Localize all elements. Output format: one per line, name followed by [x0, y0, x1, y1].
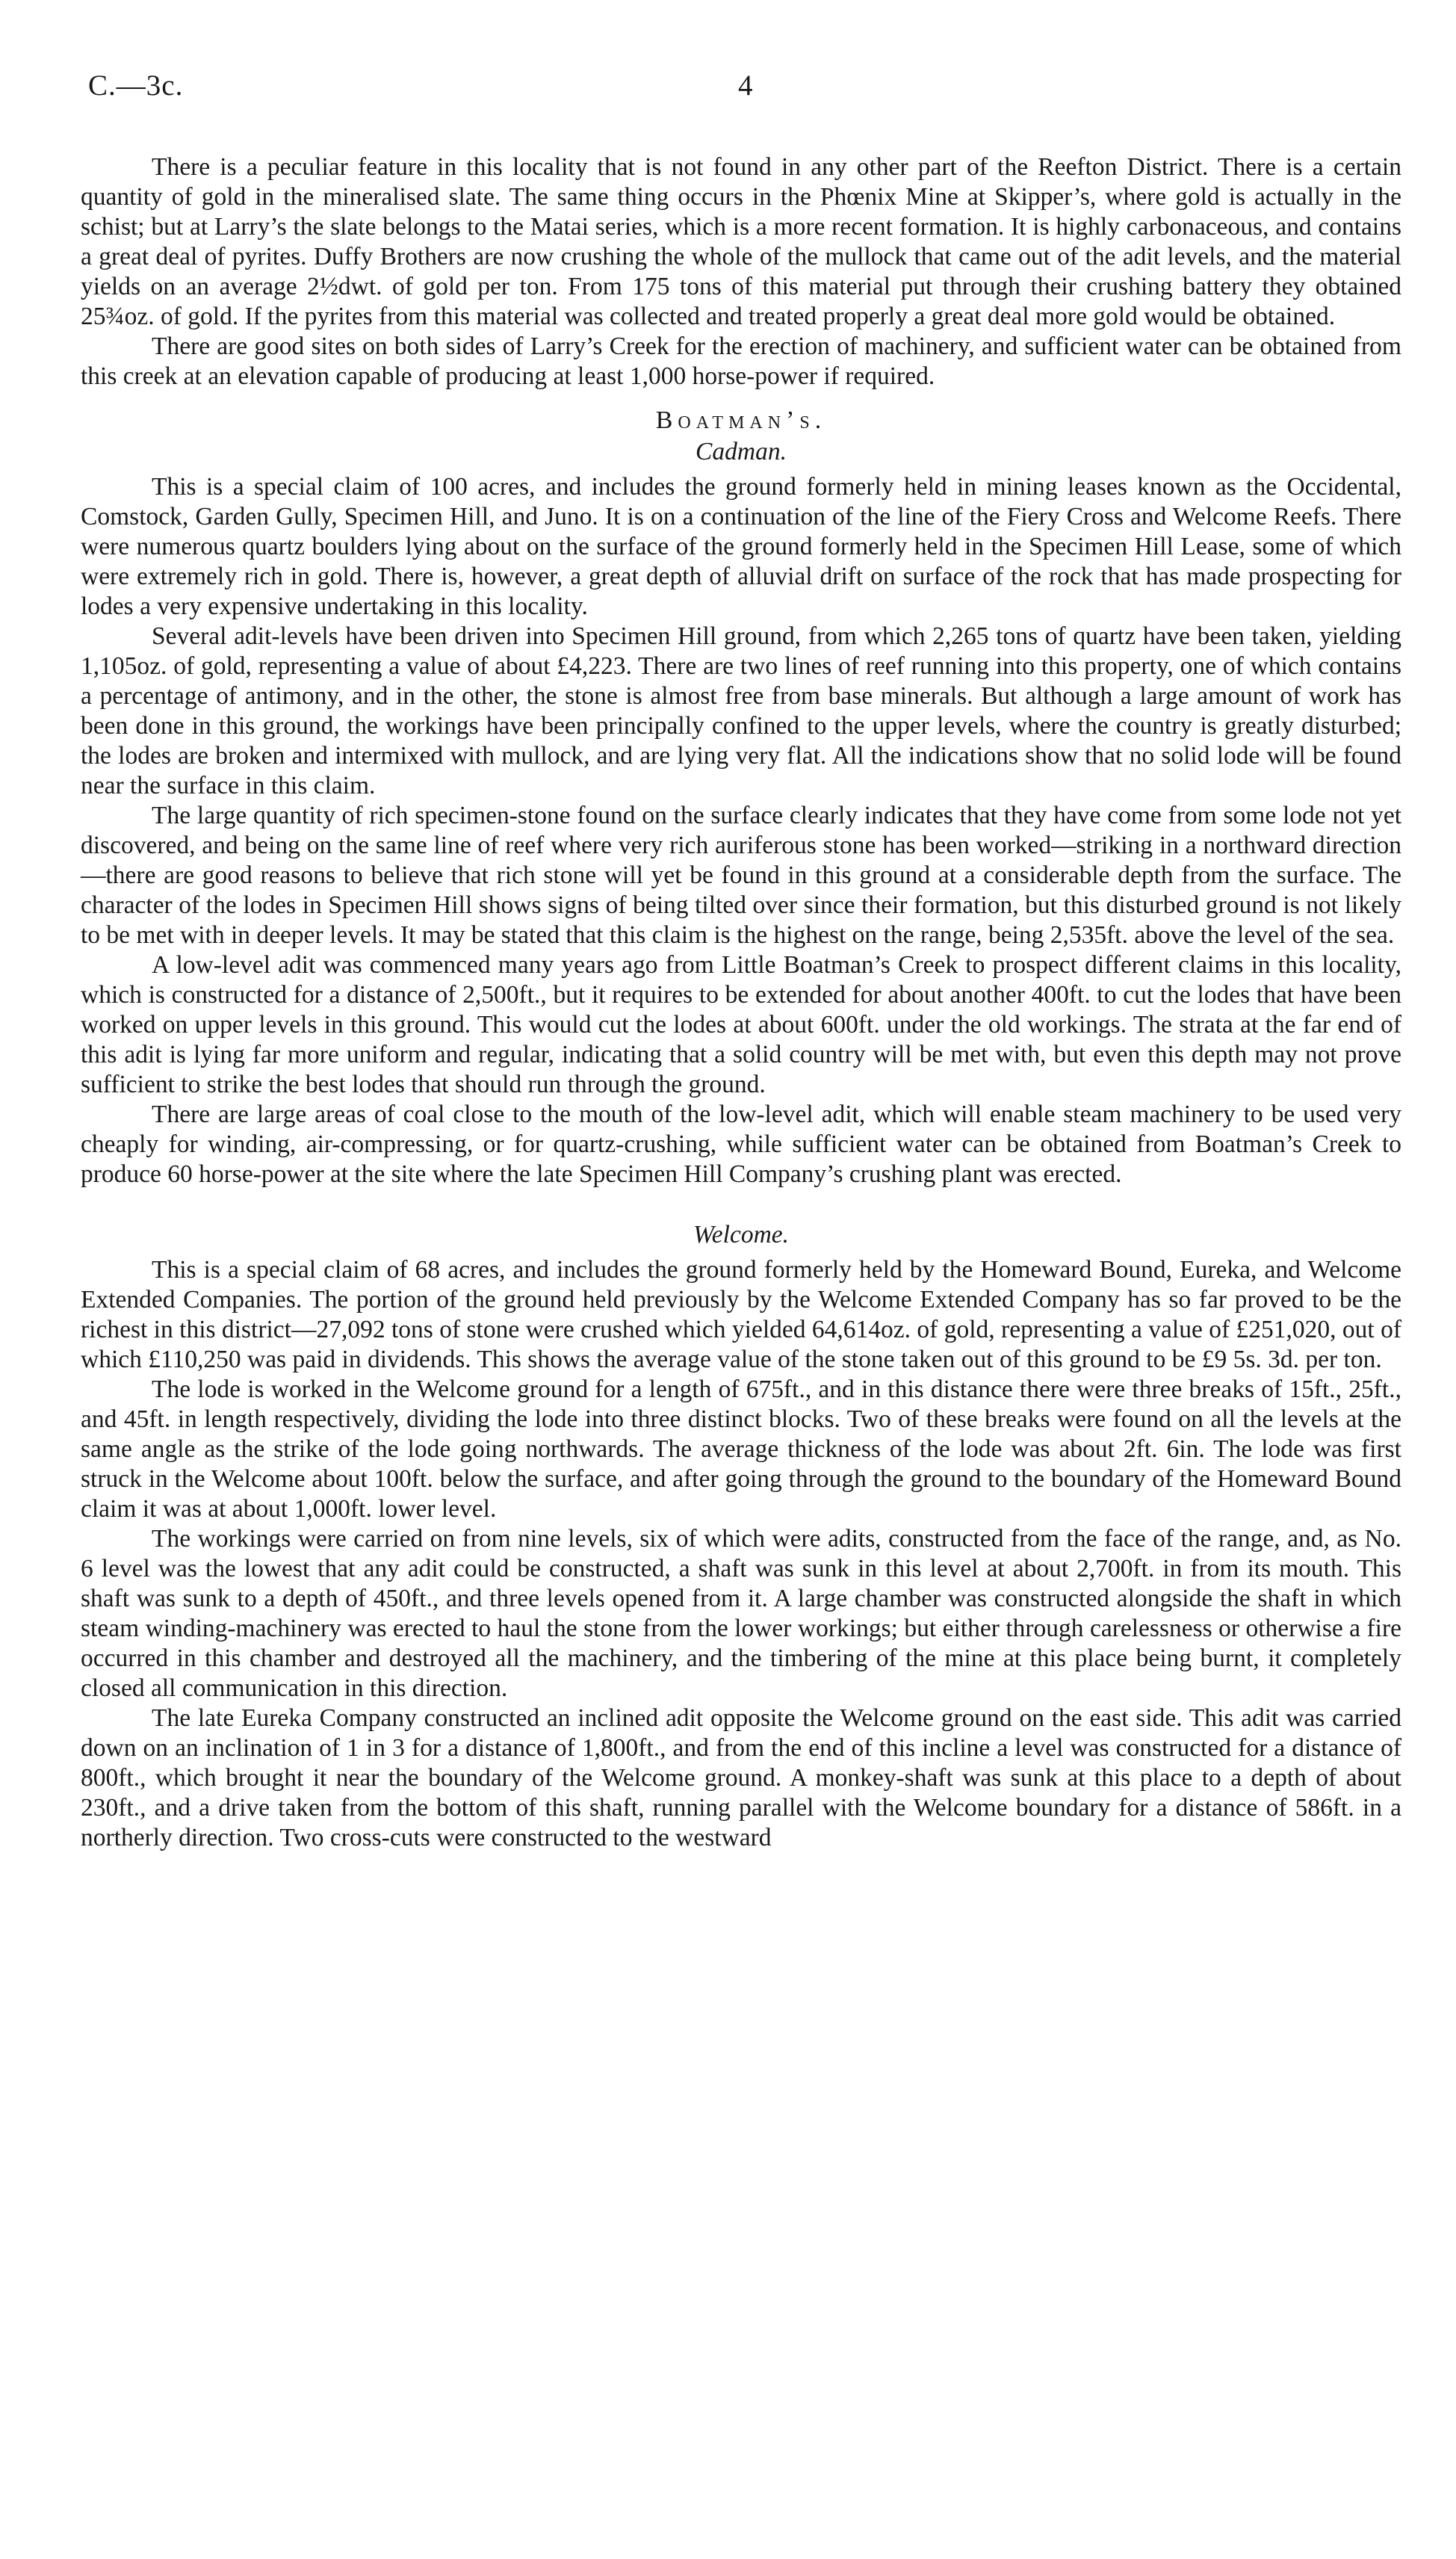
paragraph-cadman-4: A low-level adit was commenced many years ago from Little Boatman’s Creek to prospect different claims in this locality, which is constructed for a distance of 2,500ft., but it requires to be extended for about another 400ft. to cut the lodes that have been worked on upper levels in this ground. This would cut the lodes at about 600ft. under the old workings. The strata at the far end of this adit is lying far more uniform and regular, indicating that a solid country will be met with, but even this depth may not prove sufficient to strike the best lodes that should run through the ground.: [81, 951, 1401, 1098]
paragraph-welcome-2: The lode is worked in the Welcome ground for a length of 675ft., and in this distance there were three breaks of 15ft., 25ft., and 45ft. in length respectively, dividing the lode into three distinct blocks. Two of these breaks were found on all the levels at the same angle as the strike of the lode going northwards. The average thickness of the lode was about 2ft. 6in. The lode was first struck in the Welcome about 100ft. below the surface, and after going through the ground to the boundary of the Homeward Bound claim it was at about 1,000ft. lower level.: [81, 1376, 1401, 1523]
subheading-welcome: Welcome.: [693, 1221, 790, 1248]
subheading-cadman: Cadman.: [696, 438, 787, 465]
paragraph-cadman-1: This is a special claim of 100 acres, and includes the ground formerly held in mining leases known as the Occidental, Comstock, Garden Gully, Specimen Hill, and Juno. It is on a continuation of the line of the Fiery Cross and Welcome Reefs. There were numerous quartz boulders lying about on the surface of the ground formerly held in the Specimen Hill Lease, some of which were extremely rich in gold. There is, however, a great depth of alluvial drift on surface of the rock that has made prospecting for lodes a very expensive undertaking in this locality.: [81, 473, 1401, 620]
paragraph-welcome-4: The late Eureka Company constructed an inclined adit opposite the Welcome ground on the east side. This adit was carried down on an inclination of 1 in 3 for a distance of 1,800ft., and from the end of this incline a level was constructed for a distance of 800ft., which brought it near the boundary of the Welcome ground. A monkey-shaft was sunk at this place to a depth of about 230ft., and a drive taken from the bottom of this shaft, running parallel with the Welcome boundary for a distance of 586ft. in a northerly direction. Two cross-cuts were constructed to the westward: [81, 1704, 1401, 1851]
paragraph-cadman-2: Several adit-levels have been driven into Specimen Hill ground, from which 2,265 tons of quartz have been taken, yielding 1,105oz. of gold, representing a value of about £4,223. There are two lines of reef running into this property, one of which contains a percentage of antimony, and in the other, the stone is almost free from base minerals. But although a large amount of work has been done in this ground, the workings have been principally confined to the upper levels, where the country is greatly disturbed; the lodes are broken and intermixed with mullock, and are lying very flat. All the indications show that no solid lode will be found near the surface in this claim.: [81, 622, 1401, 799]
paragraph-welcome-1: This is a special claim of 68 acres, and includes the ground formerly held by the Homeward Bound, Eureka, and Welcome Extended Companies. The portion of the ground held previously by the Welcome Extended Company has so far proved to be the richest in this district—27,092 tons of stone were crushed which yielded 64,614oz. of gold, representing a value of £251,020, out of which £110,250 was paid in dividends. This shows the average value of the stone taken out of this ground to be £9 5s. 3d. per ton.: [81, 1256, 1401, 1373]
paragraph-welcome-3: The workings were carried on from nine levels, six of which were adits, constructed from the face of the range, and, as No. 6 level was the lowest that any adit could be constructed, a shaft was sunk in this level at about 2,700ft. in from its mouth. This shaft was sunk to a depth of 450ft., and three levels opened from it. A large chamber was constructed alongside the shaft in which steam winding-machinery was erected to haul the stone from the lower workings; but either through carelessness or otherwise a fire occurred in this chamber and destroyed all the machinery, and the timbering of the mine at this place being burnt, it completely closed all communication in this direction.: [81, 1525, 1401, 1702]
paragraph-cadman-3: The large quantity of rich specimen-stone found on the surface clearly indicates that they have come from some lode not yet discovered, and being on the same line of reef where very rich auriferous stone has been worked—striking in a northward direction—there are good reasons to believe that rich stone will yet be found in this ground at a considerable depth from the surface. The character of the lodes in Specimen Hill shows signs of being tilted over since their formation, but this disturbed ground is not likely to be met with in deeper levels. It may be stated that this claim is the highest on the range, being 2,535ft. above the level of the sea.: [81, 802, 1401, 949]
document-reference: C.—3c.: [88, 69, 184, 102]
page-number: 4: [738, 69, 754, 102]
page-body: [81, 152, 1401, 1853]
section-heading-boatmans: Boatman’s.: [655, 406, 827, 434]
paragraph-cadman-5: There are large areas of coal close to the mouth of the low-level adit, which will enable steam machinery to be used very cheaply for winding, air-compressing, or for quartz-crushing, while sufficient water can be obtained from Boatman’s Creek to produce 60 horse-power at the site where the late Specimen Hill Company’s crushing plant was erected.: [81, 1101, 1401, 1188]
paragraph-larrys-2: There are good sites on both sides of Larry’s Creek for the erection of machinery, and sufficient water can be obtained from this creek at an elevation capable of producing at least 1,000 horse-power if required.: [81, 332, 1401, 390]
paragraph-larrys-1: There is a peculiar feature in this locality that is not found in any other part of the Reefton District. There is a certain quantity of gold in the mineralised slate. The same thing occurs in the Phœnix Mine at Skipper’s, where gold is actually in the schist; but at Larry’s the slate belongs to the Matai series, which is a more recent formation. It is highly carbonaceous, and contains a great deal of pyrites. Duffy Brothers are now crushing the whole of the mullock that came out of the adit levels, and the material yields on an average 2½dwt. of gold per ton. From 175 tons of this material put through their crushing battery they obtained 25¾oz. of gold. If the pyrites from this material was collected and treated properly a great deal more gold would be obtained.: [81, 153, 1401, 330]
